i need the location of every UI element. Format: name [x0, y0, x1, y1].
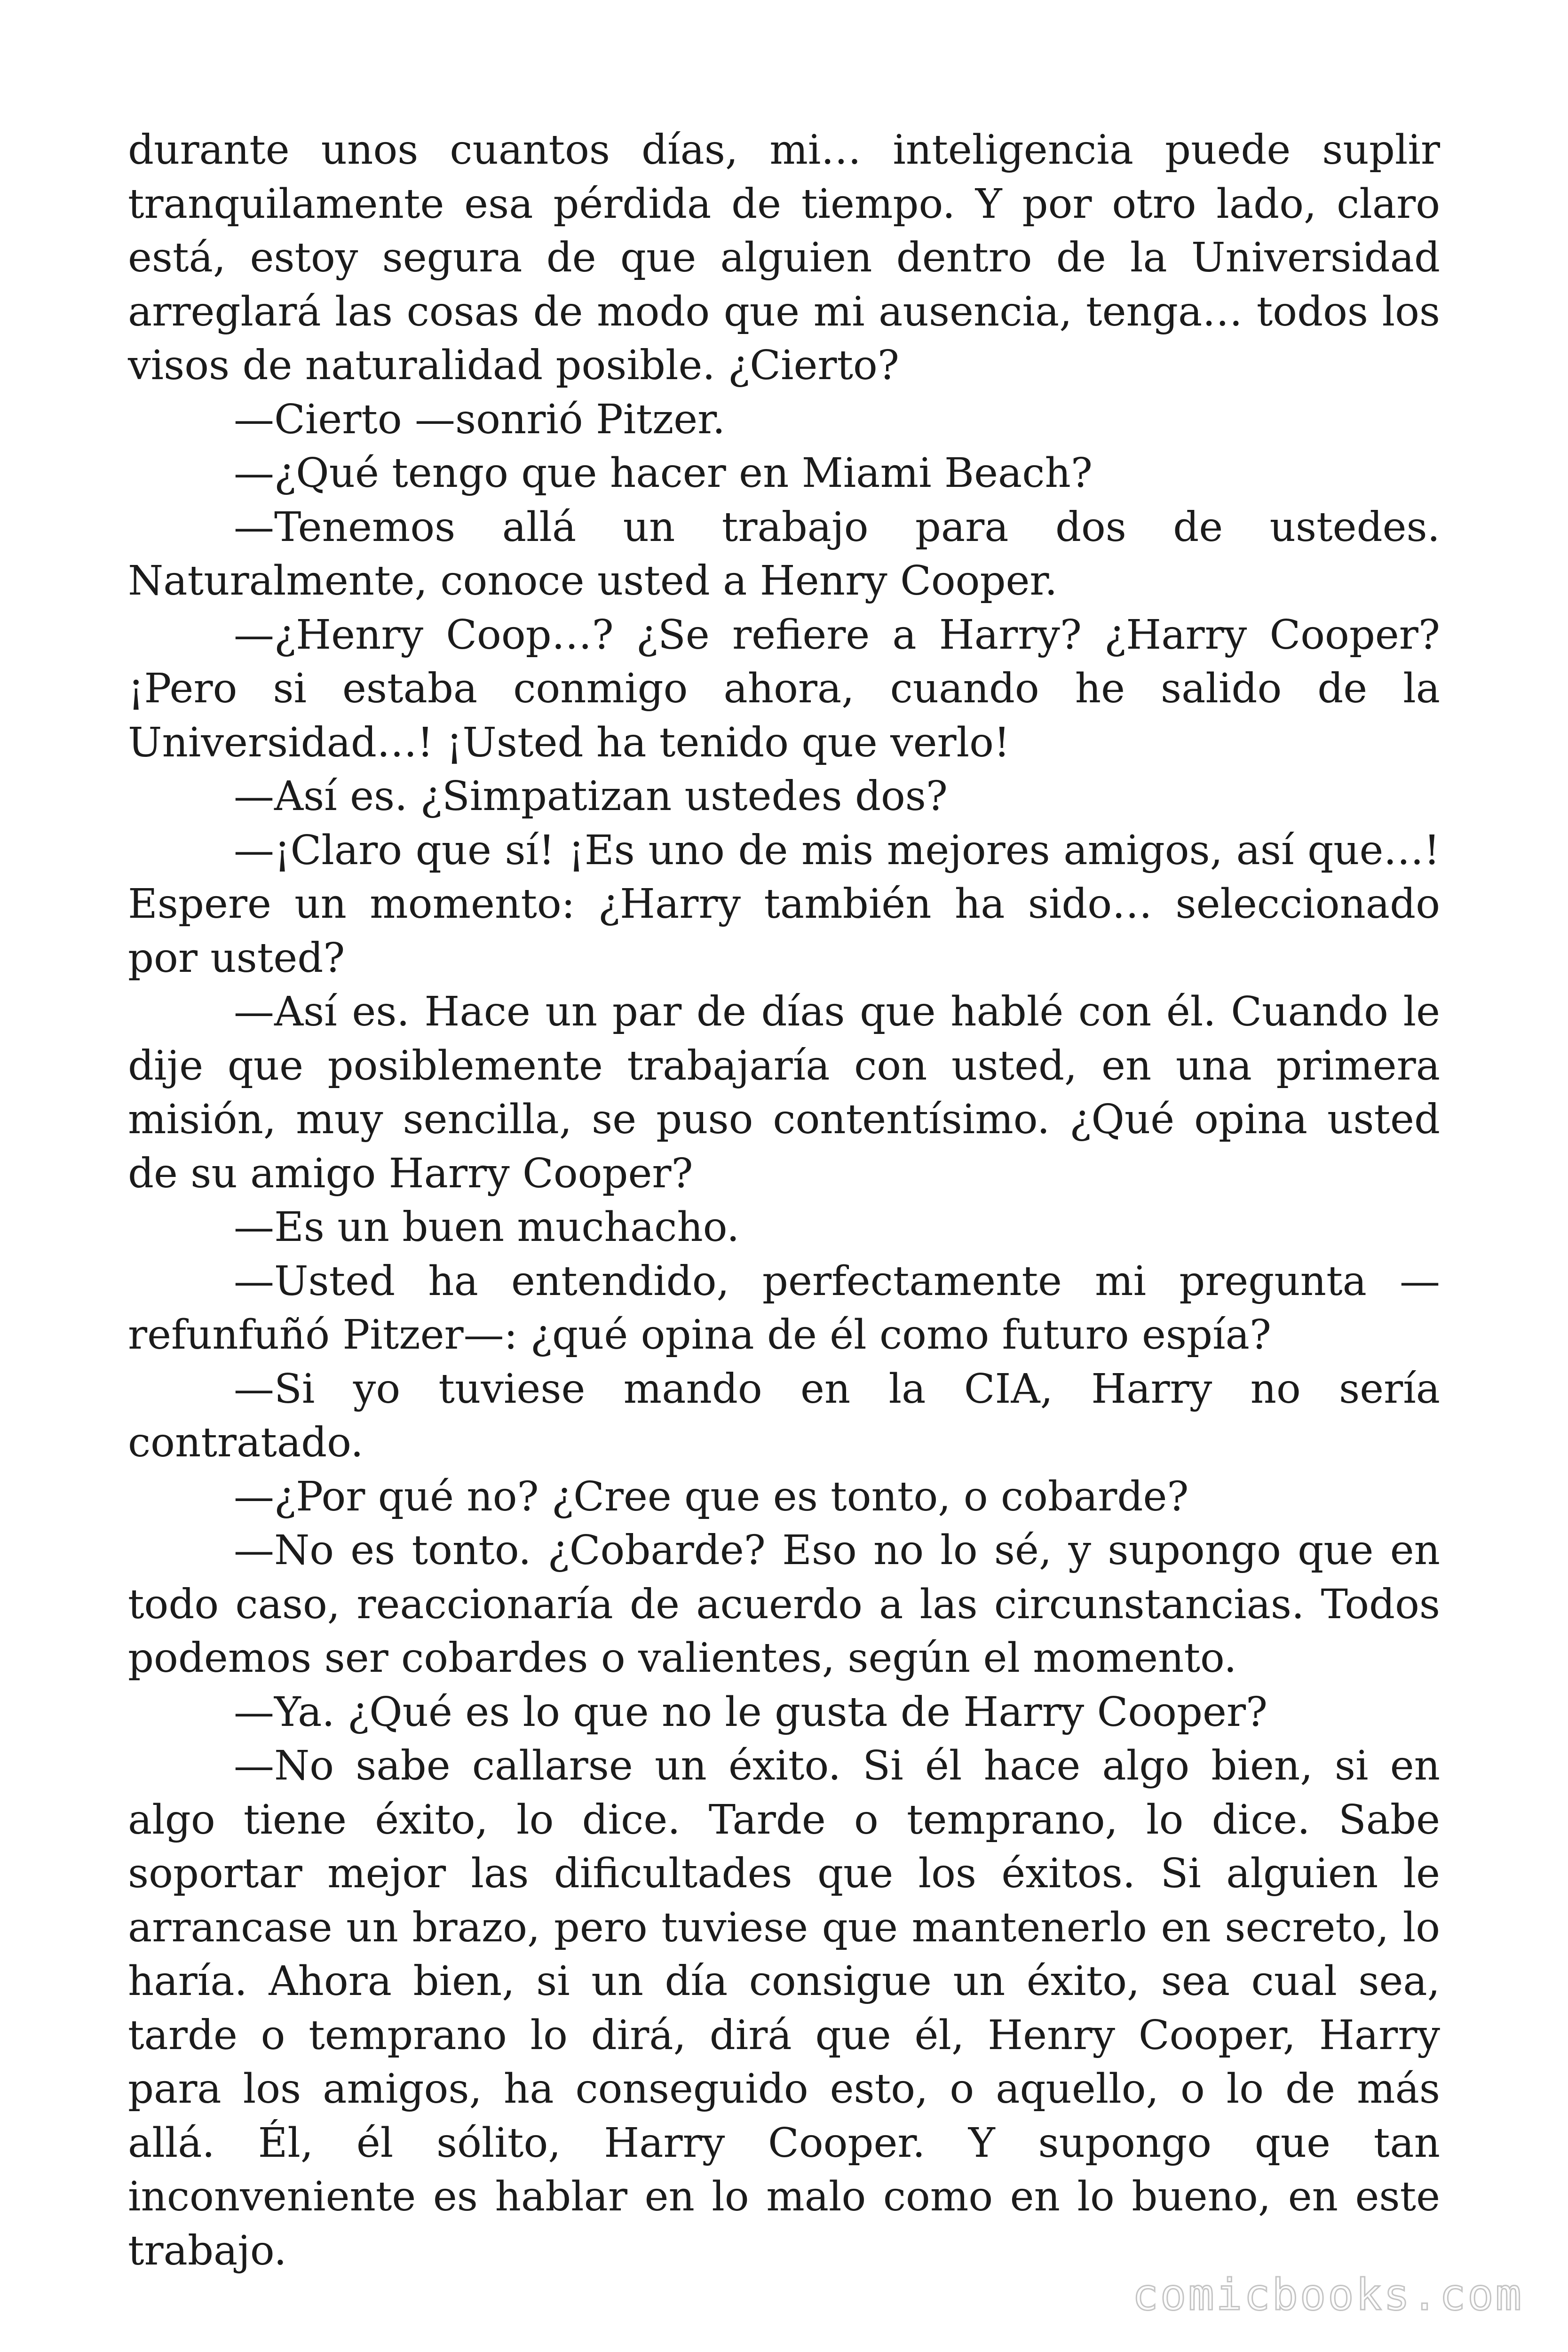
paragraph: —Tenemos allá un trabajo para dos de ustedes. Naturalmente, conoce usted a Henry Cooper.	[128, 503, 1440, 604]
paragraph: —Así es. Hace un par de días que hablé con él. Cuando le dije que posiblemente trabajaría con usted, en una primera misión, muy sencilla, se puso contentísimo. ¿Qué opina usted de su amigo Harry Cooper?	[128, 988, 1440, 1197]
paragraph: —¡Claro que sí! ¡Es uno de mis mejores amigos, así que…! Espere un momento: ¿Harry también ha sido… seleccionado por usted?	[128, 826, 1440, 982]
paragraph: —Es un buen muchacho.	[234, 1204, 740, 1251]
watermark: comicbooks.com	[1132, 2270, 1523, 2320]
body-text	[128, 123, 1440, 2278]
paragraph: —No es tonto. ¿Cobarde? Eso no lo sé, y supongo que en todo caso, reaccionaría de acuerdo a las circunstancias. Todos podemos ser cobardes o valientes, según el momento.	[128, 1527, 1440, 1682]
paragraph: —¿Qué tengo que hacer en Miami Beach?	[234, 450, 1093, 497]
paragraph: —¿Por qué no? ¿Cree que es tonto, o cobarde?	[234, 1473, 1189, 1520]
paragraph: —Ya. ¿Qué es lo que no le gusta de Harry Cooper?	[234, 1688, 1268, 1736]
paragraph: —¿Henry Coop…? ¿Se refiere a Harry? ¿Harry Cooper? ¡Pero si estaba conmigo ahora, cuando he salido de la Universidad…! ¡Usted ha tenido que verlo!	[128, 611, 1440, 766]
paragraph: —Así es. ¿Simpatizan ustedes dos?	[234, 773, 948, 820]
paragraph: —Si yo tuviese mando en la CIA, Harry no sería contratado.	[128, 1365, 1440, 1466]
paragraph: —No sabe callarse un éxito. Si él hace algo bien, si en algo tiene éxito, lo dice. Tarde o temprano, lo dice. Sabe soportar mejor las dificultades que los éxitos. Si alguien le arrancase un brazo, pero tuviese que mantenerlo en secreto, lo haría. Ahora bien, si un día consigue un éxito, sea cual sea, tarde o temprano lo dirá, dirá que él, Henry Cooper, Harry para los amigos, ha conseguido esto, o aquello, o lo de más allá. Él, él sólito, Harry Cooper. Y supongo que tan inconveniente es hablar en lo malo como en lo bueno, en este trabajo.	[128, 1742, 1440, 2274]
paragraph: —Usted ha entendido, perfectamente mi pregunta —refunfuñó Pitzer—: ¿qué opina de él como futuro espía?	[128, 1257, 1440, 1359]
paragraph: durante unos cuantos días, mi… inteligencia puede suplir tranquilamente esa pérdida de tiempo. Y por otro lado, claro está, estoy segura de que alguien dentro de la Universidad arreglará las cosas de modo que mi ausencia, tenga… todos los visos de naturalidad posible. ¿Cierto?	[128, 127, 1440, 389]
paragraph: —Cierto —sonrió Pitzer.	[234, 396, 726, 443]
